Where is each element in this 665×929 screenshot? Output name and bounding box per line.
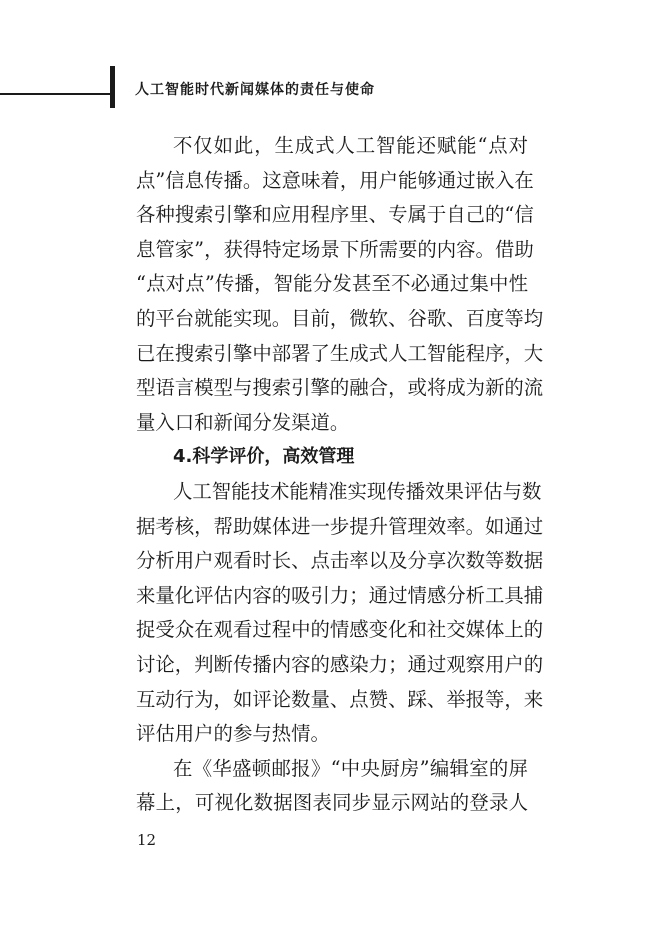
text-line: 在《华盛顿邮报》“中央厨房”编辑室的屏 bbox=[173, 756, 528, 780]
section-heading: 4.科学评价，高效管理 bbox=[173, 446, 355, 468]
text-line: 的平台就能实现。目前，微软、谷歌、百度等均 bbox=[136, 306, 544, 330]
text-line: 捉受众在观看过程中的情感变化和社交媒体上的 bbox=[136, 618, 544, 642]
text-line: 讨论，判断传播内容的感染力；通过观察用户的 bbox=[136, 652, 544, 676]
header-rule bbox=[0, 93, 113, 95]
text-line: 息管家”，获得特定场景下所需要的内容。借助 bbox=[136, 237, 534, 261]
text-line: 分析用户观看时长、点击率以及分享次数等数据 bbox=[136, 549, 544, 573]
text-line: 不仅如此，生成式人工智能还赋能“点对 bbox=[173, 134, 528, 157]
text-line: 人工智能技术能精准实现传播效果评估与数 bbox=[173, 479, 542, 503]
page-number: 12 bbox=[137, 831, 157, 849]
body-text bbox=[136, 129, 544, 821]
text-line: 来量化评估内容的吸引力；通过情感分析工具捕 bbox=[136, 583, 544, 607]
text-line: 幕上，可视化数据图表同步显示网站的登录人 bbox=[136, 791, 528, 815]
text-line: 据考核，帮助媒体进一步提升管理效率。如通过 bbox=[136, 514, 544, 538]
text-line: 点”信息传播。这意味着，用户能够通过嵌入在 bbox=[136, 168, 534, 192]
text-line: “点对点”传播，智能分发甚至不必通过集中性 bbox=[136, 272, 528, 296]
running-head: 人工智能时代新闻媒体的责任与使命 bbox=[135, 82, 375, 98]
text-line: 各种搜索引擎和应用程序里、专属于自己的“信 bbox=[136, 203, 534, 227]
text-line: 互动行为，如评论数量、点赞、踩、举报等，来 bbox=[136, 687, 544, 711]
header-bar-decoration bbox=[110, 66, 115, 108]
text-line: 量入口和新闻分发渠道。 bbox=[136, 410, 350, 434]
text-line: 评估用户的参与热情。 bbox=[136, 722, 330, 746]
text-line: 型语言模型与搜索引擎的融合，或将成为新的流 bbox=[136, 376, 544, 400]
text-line: 已在搜索引擎中部署了生成式人工智能程序，大 bbox=[136, 341, 544, 365]
